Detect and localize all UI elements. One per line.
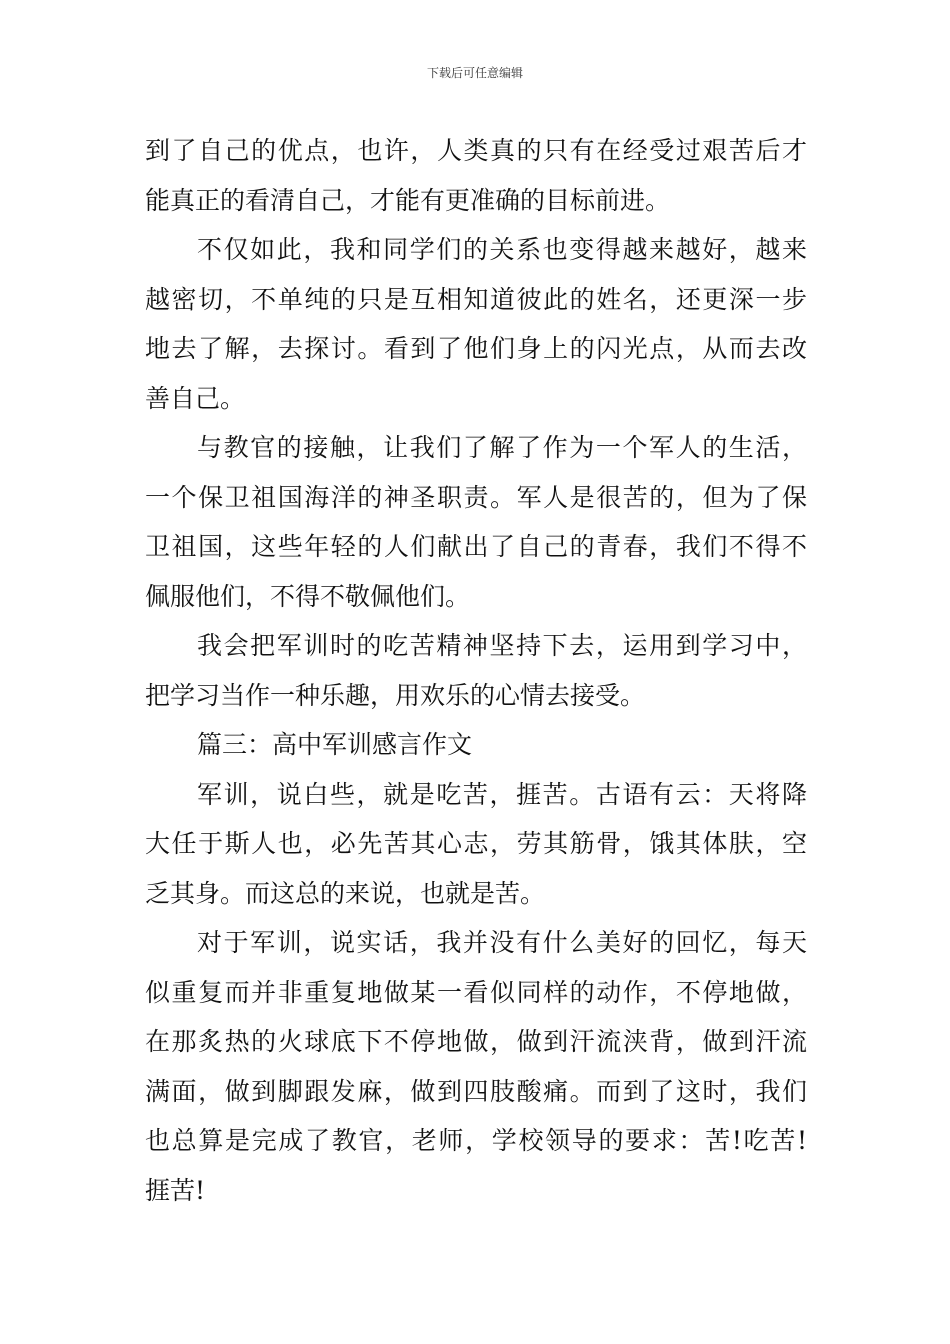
paragraph — [145, 770, 807, 919]
text-line: 也总算是完成了教官，老师，学校领导的要求：苦!吃苦! — [145, 1126, 807, 1155]
text-line: 地去了解，去探讨。看到了他们身上的闪光点，从而去改 — [145, 334, 807, 363]
section-heading — [145, 720, 807, 770]
paragraph — [145, 225, 807, 423]
paragraph — [145, 621, 807, 720]
text-line: 捱苦! — [145, 1175, 206, 1205]
text-line: 佩服他们，不得不敬佩他们。 — [145, 581, 471, 611]
text-line: 一个保卫祖国海洋的神圣职责。军人是很苦的，但为了保 — [145, 482, 807, 512]
document-body — [145, 126, 807, 1215]
heading-line: 篇三：高中军训感言作文 — [197, 730, 473, 759]
paragraph — [145, 918, 807, 1215]
text-line: 到了自己的优点，也许，人类真的只有在经受过艰苦后才 — [145, 136, 807, 165]
text-line: 大任于斯人也，必先苦其心志，劳其筋骨，饿其体肤，空 — [145, 829, 807, 858]
text-line: 满面，做到脚跟发麻，做到四肢酸痛。而到了这时，我们 — [145, 1076, 807, 1106]
text-line: 我会把军训时的吃苦精神坚持下去，运用到学习中， — [197, 631, 807, 660]
paragraph — [145, 126, 807, 225]
paragraph — [145, 423, 807, 621]
text-line: 与教官的接触，让我们了解了作为一个军人的生活， — [197, 433, 807, 462]
text-line: 越密切，不单纯的只是互相知道彼此的姓名，还更深一步 — [145, 284, 807, 314]
text-line: 能真正的看清自己，才能有更准确的目标前进。 — [145, 185, 671, 215]
text-line: 在那炙热的火球底下不停地做，做到汗流浃背，做到汗流 — [145, 1027, 807, 1056]
text-line: 军训，说白些，就是吃苦，捱苦。古语有云：天将降 — [197, 779, 807, 809]
text-line: 对于军训，说实话，我并没有什么美好的回忆，每天 — [197, 928, 807, 957]
text-line: 乏其身。而这总的来说，也就是苦。 — [145, 878, 546, 908]
text-line: 善自己。 — [145, 383, 246, 413]
text-line: 似重复而并非重复地做某一看似同样的动作，不停地做， — [145, 977, 807, 1007]
text-line: 不仅如此，我和同学们的关系也变得越来越好，越来 — [197, 235, 807, 264]
text-line: 把学习当作一种乐趣，用欢乐的心情去接受。 — [145, 680, 646, 710]
text-line: 卫祖国，这些年轻的人们献出了自己的青春，我们不得不 — [145, 532, 807, 561]
page-header: 下载后可任意编辑 — [426, 66, 523, 80]
